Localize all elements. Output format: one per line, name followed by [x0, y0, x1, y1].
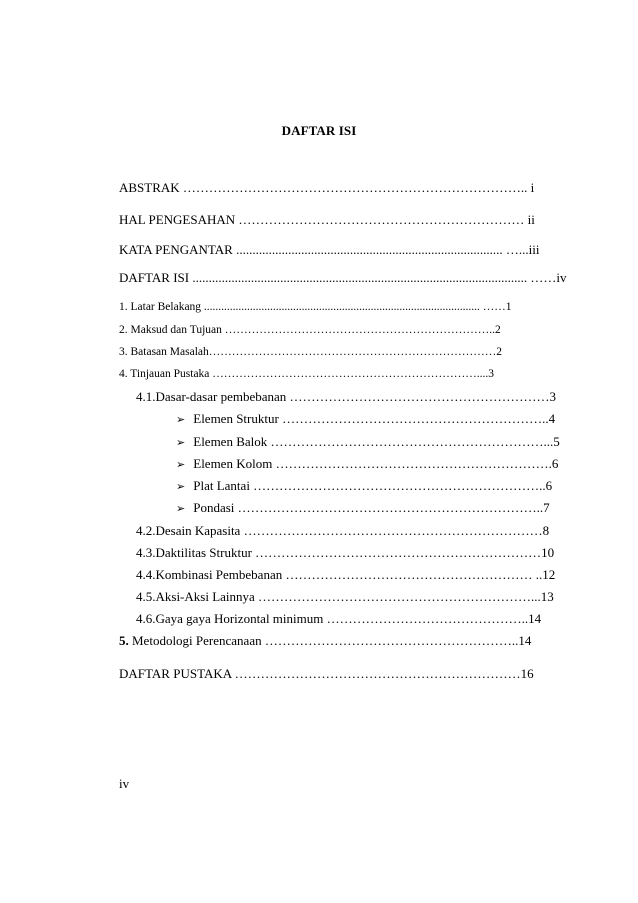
toc-entry-batasan-masalah: 3. Batasan Masalah…………………………………………………………………2 — [119, 346, 502, 358]
toc-entry-label: Metodologi Perencanaan …………………………………………………..14 — [132, 633, 532, 648]
toc-entry-daftar-isi: DAFTAR ISI ....................................................................................................... ……iv — [119, 270, 567, 285]
toc-entry-hal-pengesahan: HAL PENGESAHAN ………………………………………………………… ii — [119, 212, 535, 227]
arrow-bullet-icon: ➢ — [176, 414, 186, 426]
arrow-bullet-icon: ➢ — [176, 481, 186, 493]
toc-entry-abstrak: ABSTRAK …………………………………………………………………….. i — [119, 180, 535, 195]
arrow-bullet-icon: ➢ — [176, 459, 186, 471]
toc-entry-number: 5. — [119, 633, 129, 648]
toc-entry-label: Elemen Kolom ……………………………………………………….6 — [193, 456, 559, 471]
toc-entry-elemen-kolom — [176, 456, 558, 473]
toc-entry-daktilitas-struktur: 4.3.Daktilitas Struktur …………………………………………………………10 — [136, 545, 555, 560]
toc-entry-label: Elemen Balok ………………………………………………………...5 — [193, 434, 560, 449]
toc-entry-aksi-lainnya: 4.5.Aksi-Aksi Lainnya ………………………………………………………...13 — [136, 589, 554, 604]
page-number: iv — [119, 776, 130, 791]
toc-entry-elemen-struktur — [176, 411, 555, 428]
toc-entry-daftar-pustaka: DAFTAR PUSTAKA …………………………………………………………16 — [119, 666, 534, 681]
toc-entry-dasar-pembebanan: 4.1.Dasar-dasar pembebanan ……………………………………………………3 — [136, 389, 557, 404]
arrow-bullet-icon: ➢ — [176, 437, 186, 449]
toc-entry-kata-pengantar: KATA PENGANTAR .................................................................................. …...iii — [119, 242, 540, 257]
toc-entry-kombinasi-pembebanan: 4.4.Kombinasi Pembebanan ………………………………………………… ..12 — [136, 567, 556, 582]
toc-entry-label: Plat Lantai …………………………………………………………..6 — [193, 478, 553, 493]
page-title: DAFTAR ISI — [281, 123, 357, 138]
toc-entry-elemen-balok — [176, 434, 560, 451]
toc-entry-metodologi — [119, 633, 531, 649]
arrow-bullet-icon: ➢ — [176, 503, 186, 515]
toc-entry-latar-belakang: 1. Latar Belakang ................................................................................................ ……1 — [119, 301, 512, 313]
toc-entry-label: Pondasi ……………………………………………………………..7 — [193, 500, 550, 515]
toc-entry-gaya-horizontal: 4.6.Gaya gaya Horizontal minimum ………………………………………..14 — [136, 611, 542, 626]
toc-entry-maksud-tujuan: 2. Maksud dan Tujuan ……………………………………………………………..2 — [119, 324, 501, 336]
toc-entry-label: Elemen Struktur ……………………………………………………..4 — [193, 411, 556, 426]
toc-entry-desain-kapasita: 4.2.Desain Kapasita ……………………………………………………………8 — [136, 523, 550, 538]
toc-entry-plat-lantai — [176, 478, 552, 495]
toc-entry-tinjauan-pustaka: 4. Tinjauan Pustaka ……………………………………………………………....3 — [119, 368, 495, 380]
toc-entry-pondasi — [176, 500, 550, 517]
